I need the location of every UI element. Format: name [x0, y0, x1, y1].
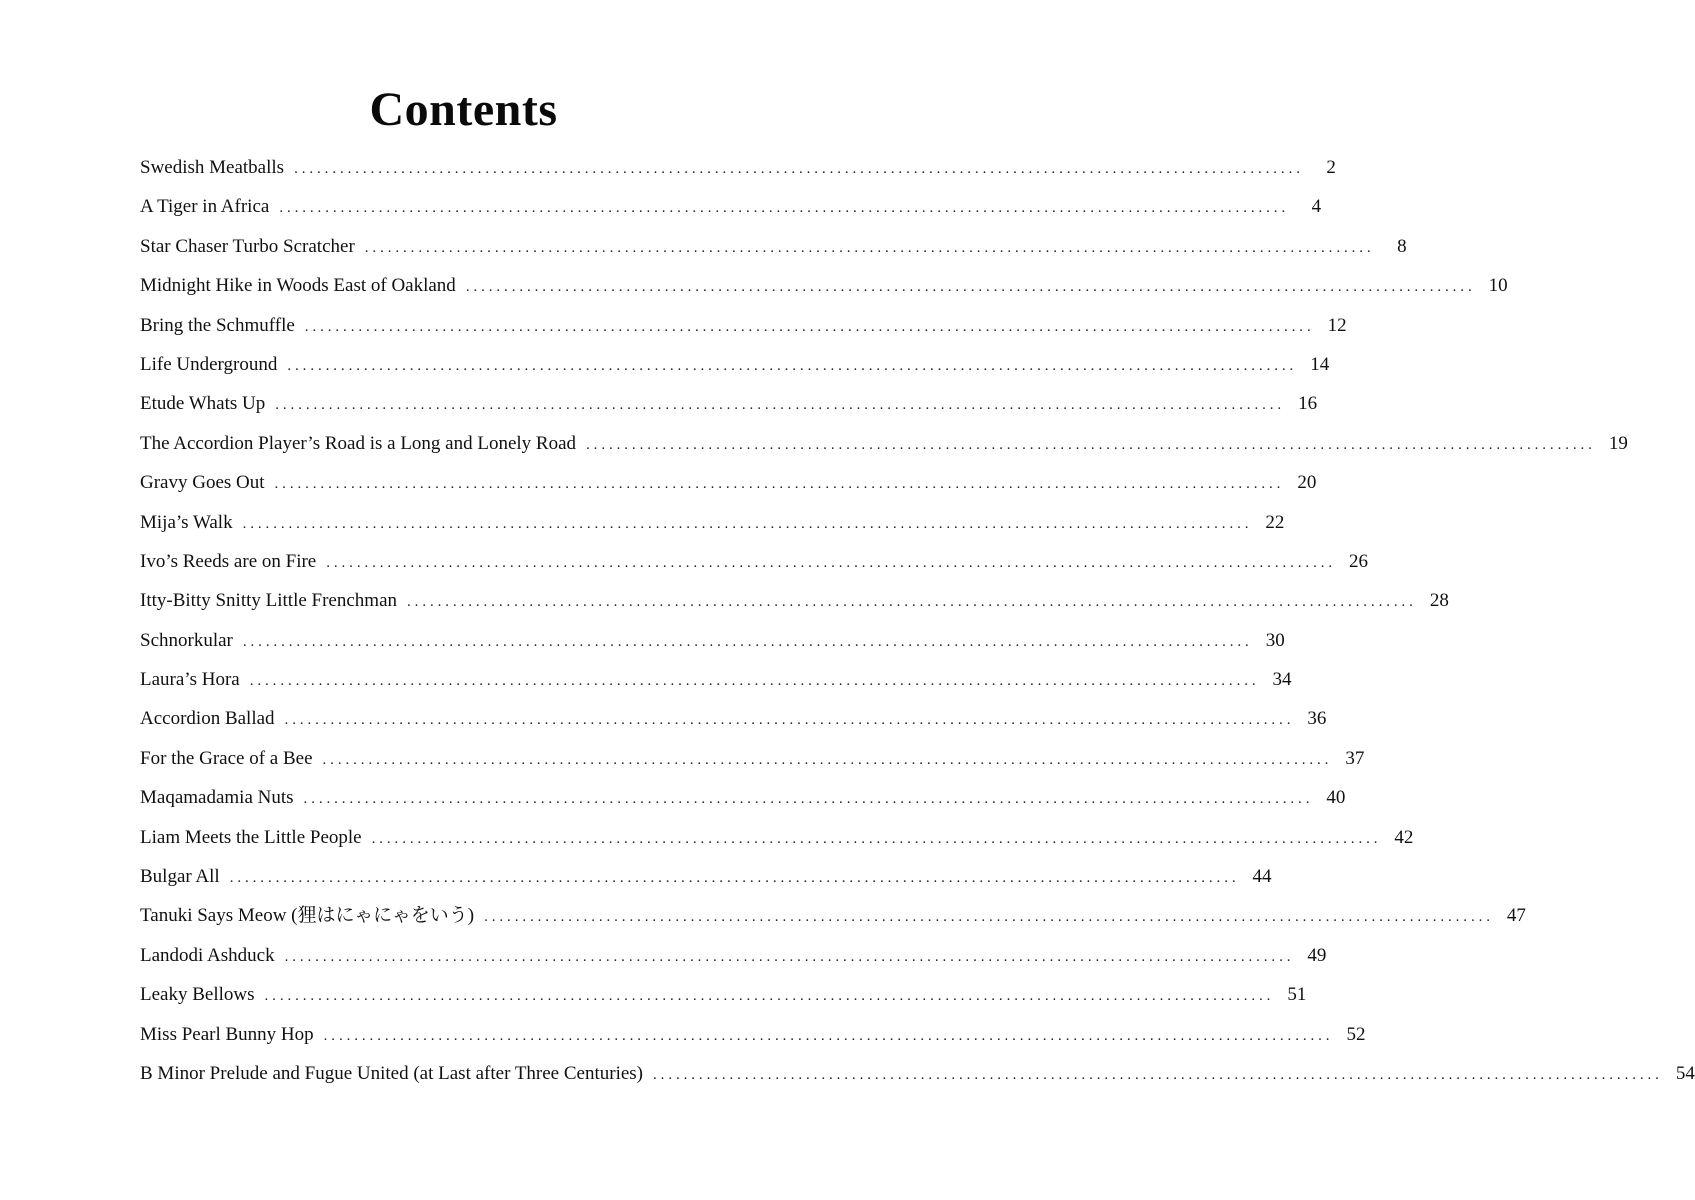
toc-entry[interactable]	[140, 699, 1327, 738]
dot-leader: ....................................................................................................................................	[279, 200, 1290, 217]
toc-entry-title: Star Chaser Turbo Scratcher	[140, 235, 355, 257]
dot-leader: ....................................................................................................................................	[484, 909, 1494, 926]
toc-entry-page: 54	[1675, 1062, 1695, 1084]
toc-entry[interactable]	[140, 660, 1292, 699]
toc-entry[interactable]	[140, 148, 1336, 187]
toc-entry-title: B Minor Prelude and Fugue United (at Last after Three Centuries)	[140, 1062, 644, 1084]
dot-leader: ....................................................................................................................................	[274, 476, 1285, 493]
dot-leader: ....................................................................................................................................	[242, 633, 1253, 650]
dot-leader: ....................................................................................................................................	[284, 948, 1295, 965]
toc-entry[interactable]	[140, 621, 1285, 660]
dot-leader: ....................................................................................................................................	[364, 239, 1375, 256]
toc-entry-title: Tanuki Says Meow (狸はにゃにゃをいう)	[140, 905, 475, 927]
toc-entry[interactable]	[140, 306, 1347, 345]
toc-entry-title: Etude Whats Up	[140, 393, 266, 415]
toc-entry-title: Leaky Bellows	[140, 984, 255, 1006]
toc-entry[interactable]	[140, 345, 1330, 384]
toc-entry-title: Schnorkular	[140, 629, 233, 651]
toc-entry-page: 20	[1297, 472, 1317, 494]
toc-entry-title: Miss Pearl Bunny Hop	[140, 1023, 314, 1045]
dot-leader: ....................................................................................................................................	[407, 594, 1417, 611]
toc-entry[interactable]	[140, 1054, 1695, 1093]
toc-entry[interactable]	[140, 857, 1272, 896]
toc-entry[interactable]	[140, 384, 1318, 423]
toc-entry[interactable]	[140, 739, 1365, 778]
table-of-contents	[140, 148, 1695, 1093]
dot-leader: ....................................................................................................................................	[229, 870, 1240, 887]
toc-entry[interactable]	[140, 896, 1526, 935]
toc-entry[interactable]	[140, 424, 1628, 463]
toc-entry-title: Laura’s Hora	[140, 669, 240, 691]
toc-entry-page: 26	[1349, 550, 1369, 572]
page-title: Contents	[369, 83, 558, 137]
toc-entry[interactable]	[140, 581, 1449, 620]
dot-leader: ....................................................................................................................................	[249, 673, 1260, 690]
dot-leader: ....................................................................................................................................	[326, 554, 1337, 571]
toc-entry-page: 37	[1345, 747, 1365, 769]
toc-entry-title: Bulgar All	[140, 866, 220, 888]
dot-leader: ....................................................................................................................................	[586, 436, 1596, 453]
toc-entry-title: Gravy Goes Out	[140, 472, 265, 494]
toc-entry-page: 12	[1327, 314, 1347, 336]
toc-entry-page: 22	[1265, 511, 1285, 533]
toc-entry-page: 19	[1608, 432, 1628, 454]
toc-entry[interactable]	[140, 187, 1322, 226]
toc-entry[interactable]	[140, 463, 1317, 502]
toc-entry-page: 42	[1394, 826, 1414, 848]
toc-entry-page: 52	[1346, 1023, 1366, 1045]
dot-leader: ....................................................................................................................................	[287, 357, 1298, 374]
toc-entry-page: 28	[1429, 590, 1449, 612]
dot-leader: ....................................................................................................................................	[275, 397, 1286, 414]
toc-entry[interactable]	[140, 818, 1414, 857]
toc-entry-page: 40	[1326, 787, 1346, 809]
toc-entry-title: Life Underground	[140, 353, 278, 375]
toc-entry-page: 14	[1310, 353, 1330, 375]
toc-entry-title: Maqamadamia Nuts	[140, 787, 294, 809]
toc-entry-page: 4	[1311, 196, 1322, 218]
dot-leader: ....................................................................................................................................	[294, 161, 1304, 177]
dot-leader: ....................................................................................................................................	[304, 318, 1315, 335]
toc-entry[interactable]	[140, 542, 1369, 581]
toc-entry[interactable]	[140, 975, 1307, 1014]
toc-entry-title: Ivo’s Reeds are on Fire	[140, 550, 317, 572]
toc-entry-page: 34	[1272, 669, 1292, 691]
toc-entry-page: 44	[1252, 866, 1272, 888]
dot-leader: ....................................................................................................................................	[322, 751, 1333, 768]
toc-entry-page: 2	[1326, 157, 1336, 178]
toc-entry-page: 47	[1506, 905, 1526, 927]
dot-leader: ....................................................................................................................................	[242, 515, 1253, 532]
toc-entry-title: Landodi Ashduck	[140, 944, 275, 966]
dot-leader: ....................................................................................................................................	[465, 279, 1476, 296]
toc-entry-page: 36	[1307, 708, 1327, 730]
toc-entry[interactable]	[140, 227, 1407, 266]
toc-entry-title: Accordion Ballad	[140, 708, 275, 730]
toc-entry[interactable]	[140, 503, 1285, 542]
toc-entry[interactable]	[140, 778, 1346, 817]
toc-entry-page: 10	[1488, 275, 1508, 297]
toc-entry-page: 49	[1307, 944, 1327, 966]
toc-entry-page: 30	[1265, 629, 1285, 651]
toc-entry-title: Itty-Bitty Snitty Little Frenchman	[140, 590, 398, 612]
dot-leader: ....................................................................................................................................	[264, 988, 1275, 1005]
toc-entry-title: For the Grace of a Bee	[140, 747, 313, 769]
toc-entry-page: 51	[1287, 984, 1307, 1006]
toc-entry-title: Midnight Hike in Woods East of Oakland	[140, 275, 456, 297]
dot-leader: ....................................................................................................................................	[323, 1027, 1334, 1044]
dot-leader: ....................................................................................................................................	[371, 830, 1382, 847]
dot-leader: ....................................................................................................................................	[303, 791, 1314, 808]
toc-entry-page: 16	[1298, 393, 1318, 415]
dot-leader: ....................................................................................................................................	[653, 1066, 1663, 1083]
toc-entry-title: Bring the Schmuffle	[140, 314, 295, 336]
toc-entry-title: Swedish Meatballs	[140, 157, 285, 178]
dot-leader: ....................................................................................................................................	[284, 712, 1295, 729]
toc-entry[interactable]	[140, 266, 1508, 305]
toc-entry-title: A Tiger in Africa	[140, 196, 270, 218]
toc-entry-page: 8	[1397, 235, 1407, 257]
toc-entry-title: The Accordion Player’s Road is a Long and Lonely Road	[140, 432, 577, 454]
toc-entry[interactable]	[140, 1015, 1366, 1054]
toc-entry-title: Liam Meets the Little People	[140, 826, 362, 848]
toc-entry-title: Mija’s Walk	[140, 511, 233, 533]
toc-entry[interactable]	[140, 936, 1327, 975]
